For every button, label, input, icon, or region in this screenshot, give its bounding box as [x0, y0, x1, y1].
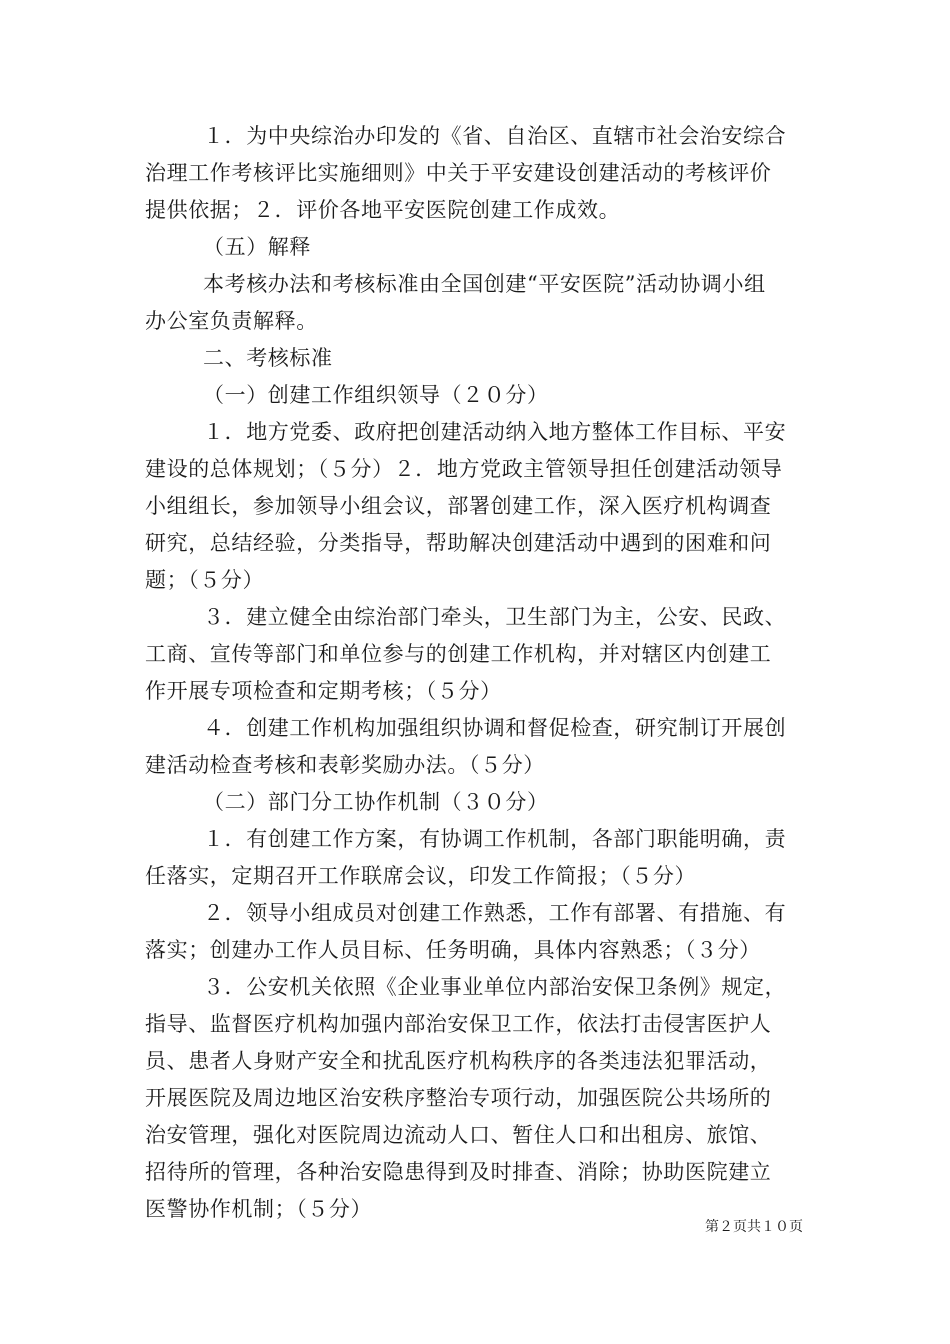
line-text: 治理工作考核评比实施细则》中关于平安建设创建活动的考核评价 [145, 161, 772, 185]
text-line [0, 678, 950, 708]
text-line [0, 1011, 950, 1041]
text-line [0, 271, 950, 301]
line-text: （二）部门分工协作机制（３０分） [203, 790, 549, 814]
text-line [0, 123, 950, 153]
text-line [0, 863, 950, 893]
text-line [0, 567, 950, 597]
line-text: １．有创建工作方案，有协调工作机制，各部门职能明确，责 [203, 827, 787, 851]
text-line [0, 234, 950, 264]
line-text: 任落实，定期召开工作联席会议，印发工作简报；（５分） [145, 864, 697, 888]
text-line [0, 308, 950, 338]
line-text: 本考核办法和考核标准由全国创建“平安医院”活动协调小组 [203, 272, 766, 296]
line-text: 建设的总体规划；（５分）２．地方党政主管领导担任创建活动领导 [145, 457, 783, 481]
text-line [0, 937, 950, 967]
line-text: （五）解释 [203, 235, 311, 259]
text-line [0, 1048, 950, 1078]
line-text: 指导、监督医疗机构加强内部治安保卫工作，依法打击侵害医护人 [145, 1012, 772, 1036]
text-line [0, 1196, 950, 1226]
text-line [0, 604, 950, 634]
line-text: 治安管理，强化对医院周边流动人口、暂住人口和出租房、旅馆、 [145, 1123, 772, 1147]
text-line [0, 197, 950, 227]
line-text: ２．领导小组成员对创建工作熟悉，工作有部署、有措施、有 [203, 901, 787, 925]
text-line [0, 789, 950, 819]
line-text: ３．建立健全由综治部门牵头，卫生部门为主，公安、民政、 [203, 605, 787, 629]
text-line [0, 345, 950, 375]
text-line [0, 382, 950, 412]
line-text: １．地方党委、政府把创建活动纳入地方整体工作目标、平安 [203, 420, 787, 444]
line-text: 开展医院及周边地区治安秩序整治专项行动，加强医院公共场所的 [145, 1086, 772, 1110]
line-text: 作开展专项检查和定期考核；（５分） [145, 679, 502, 703]
text-line [0, 1085, 950, 1115]
line-text: 办公室负责解释。 [145, 309, 318, 333]
text-line [0, 974, 950, 1004]
text-line [0, 826, 950, 856]
line-text: 提供依据；２．评价各地平安医院创建工作成效。 [145, 198, 621, 222]
line-text: 工商、宣传等部门和单位参与的创建工作机构，并对辖区内创建工 [145, 642, 772, 666]
line-text: 二、考核标准 [203, 346, 333, 370]
text-line [0, 1122, 950, 1152]
line-text: 员、患者人身财产安全和扰乱医疗机构秩序的各类违法犯罪活动， [145, 1049, 772, 1073]
text-line [0, 160, 950, 190]
line-text: 建活动检查考核和表彰奖励办法。（５分） [145, 753, 545, 777]
line-text: 招待所的管理，各种治安隐患得到及时排查、消除；协助医院建立 [145, 1160, 772, 1184]
text-line [0, 530, 950, 560]
line-text: １．为中央综治办印发的《省、自治区、直辖市社会治安综合 [203, 124, 787, 148]
line-text: （一）创建工作组织领导（２０分） [203, 383, 549, 407]
text-line [0, 900, 950, 930]
page-number-footer: 第２页共１０页 [705, 1219, 803, 1235]
line-text: 小组组长，参加领导小组会议，部署创建工作，深入医疗机构调查 [145, 494, 772, 518]
text-line [0, 493, 950, 523]
text-line [0, 456, 950, 486]
line-text: 落实；创建办工作人员目标、任务明确，具体内容熟悉；（３分） [145, 938, 761, 962]
line-text: ３．公安机关依照《企业事业单位内部治安保卫条例》规定， [203, 975, 787, 999]
text-line [0, 715, 950, 745]
line-text: 医警协作机制；（５分） [145, 1197, 373, 1221]
text-line [0, 419, 950, 449]
line-text: 题；（５分） [145, 568, 265, 592]
text-line [0, 752, 950, 782]
line-text: ４．创建工作机构加强组织协调和督促检查，研究制订开展创 [203, 716, 787, 740]
text-line [0, 641, 950, 671]
line-text: 研究，总结经验，分类指导，帮助解决创建活动中遇到的困难和问 [145, 531, 772, 555]
text-line [0, 1159, 950, 1189]
